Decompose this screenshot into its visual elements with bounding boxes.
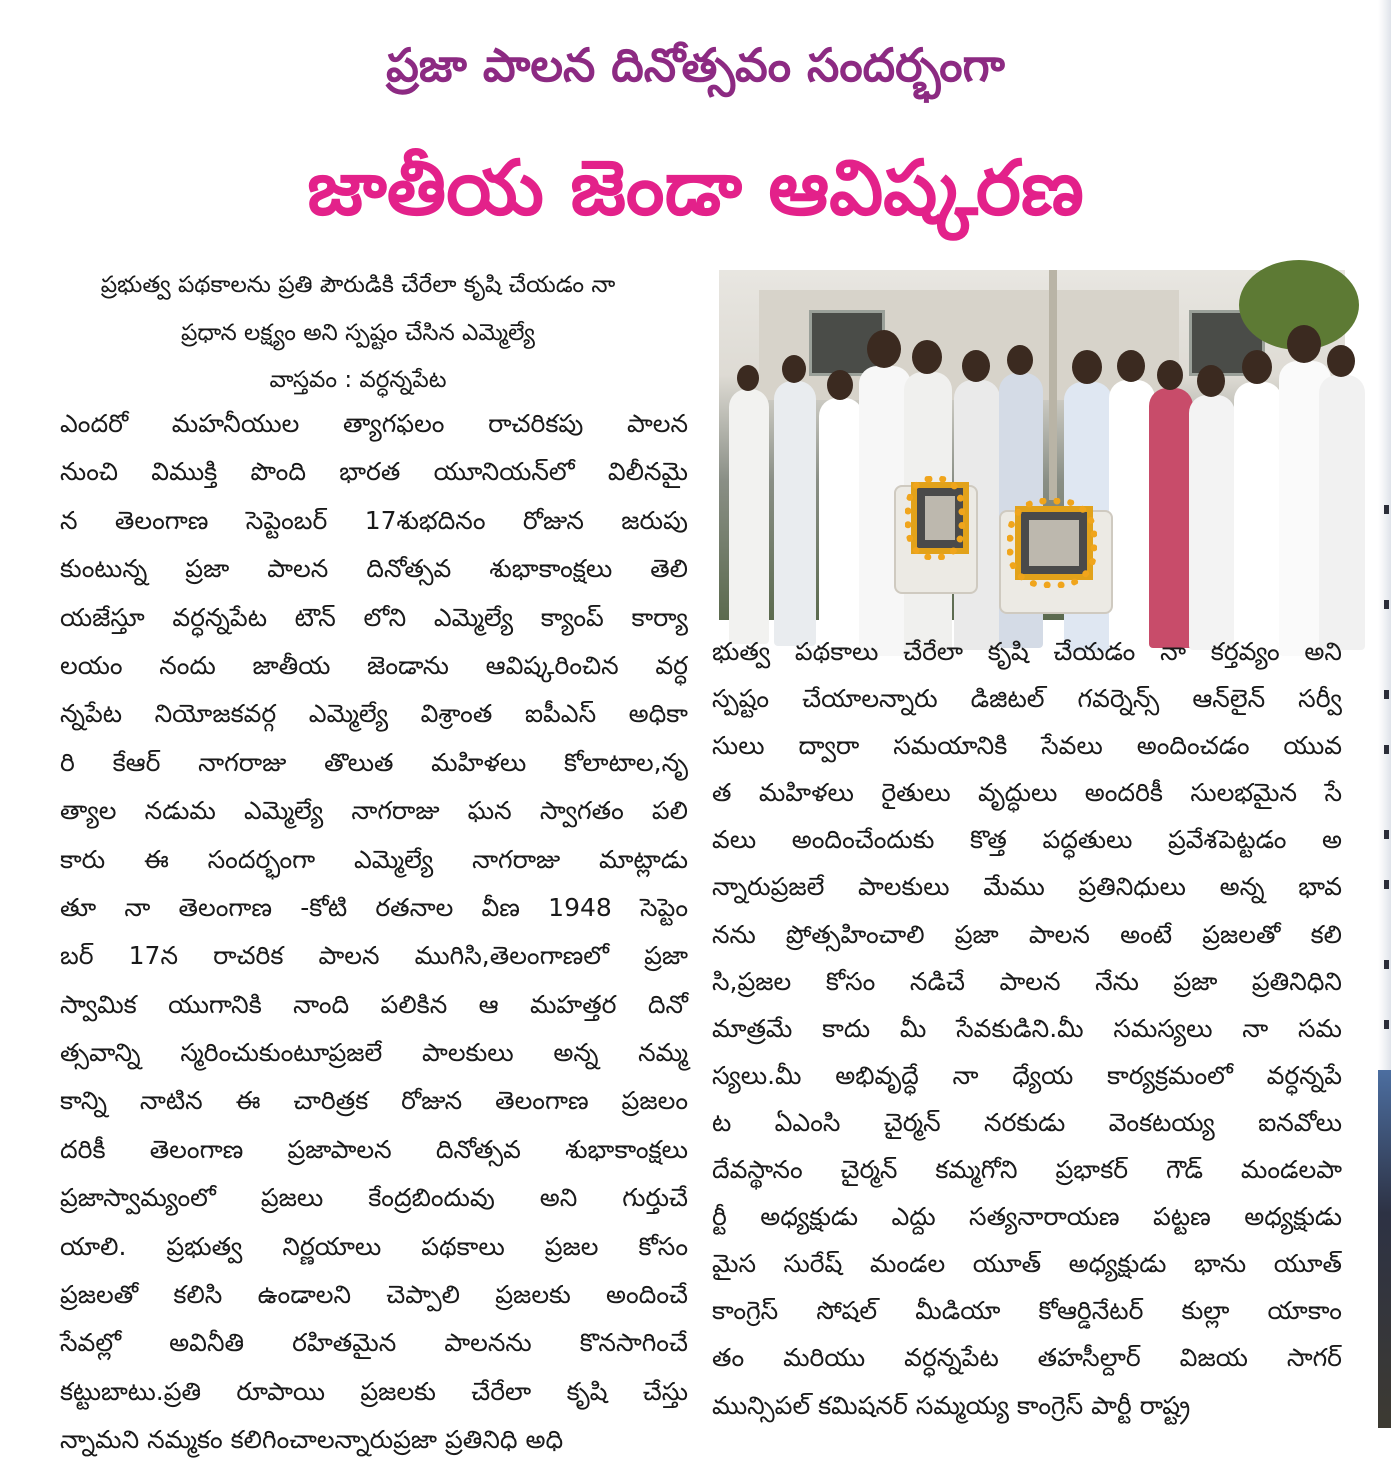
left-column-line: న్నామని నమ్మకం కలిగించాలన్నారుప్రజా ప్రతినిధి అధి	[60, 1425, 564, 1455]
left-column-line: కారు ఈ సందర్భంగా ఎమ్మెల్యే నాగరాజు మాట్లాడు	[60, 844, 688, 874]
left-column-line: కుంటున్న ప్రజా పాలన దినోత్సవ శుభాకాంక్షలు తెలి	[60, 554, 688, 584]
left-column-line: ప్రజలతో కలిసి ఉండాలని చెప్పాలి ప్రజలకు అందించే	[60, 1280, 688, 1310]
left-column-line: త్యాల నడుమ ఎమ్మెల్యే నాగరాజు ఘన స్వాగతం పలి	[60, 796, 688, 826]
right-column-line: సులు ద్వారా సమయానికి సేవలు అందించడం యువ	[712, 731, 1342, 761]
left-column-line: ప్రజాస్వామ్యంలో ప్రజలు కేంద్రబిందువు అని గుర్తుచే	[60, 1183, 688, 1213]
adjacent-page-text	[1384, 690, 1389, 699]
left-column-line: బర్ 17న రాచరిక పాలన ముగిసి,తెలంగాణలో ప్రజా	[60, 941, 688, 971]
right-column-line: భుత్వ పథకాలు చేరేలా కృషి చేయడం నా కర్తవ్యం అని	[712, 637, 1342, 666]
right-column-line: న్నారుప్రజలే పాలకులు మేము ప్రతినిధులు అన్న భావ	[712, 872, 1342, 902]
headline-title: జాతీయ జెండా ఆవిష్కరణ	[307, 143, 1084, 232]
right-column-line: తం మరియు వర్ధన్నపేట తహసీల్దార్ విజయ సాగర్	[712, 1343, 1342, 1373]
left-column-line: తూ నా తెలంగాణ -కోటి రతనాల వీణ 1948 సెప్టెం	[60, 892, 688, 922]
right-column-line: మైస సురేష్ మండల యూత్ అధ్యక్షుడు భాను యూత్	[712, 1249, 1342, 1279]
left-column-line: కాన్ని నాటిన ఈ చారిత్రక రోజున తెలంగాణ ప్రజలం	[60, 1086, 688, 1116]
right-column-line: కాంగ్రెస్ సోషల్ మీడియా కోఆర్డినేటర్ కుల్లా యాకాం	[712, 1296, 1342, 1326]
adjacent-page-text	[1384, 745, 1389, 754]
adjacent-page-text	[1384, 505, 1389, 514]
right-column-line: స్యలు.మీ అభివృద్ధే నా ధ్యేయ కార్యక్రమంలో వర్ధన్నపే	[712, 1060, 1342, 1090]
photo-flagpole	[1049, 270, 1057, 500]
marigold-garland	[1007, 498, 1097, 588]
left-column-line: సేవల్లో అవినీతి రహితమైన పాలనను కొనసాగించే	[60, 1328, 688, 1358]
news-photo	[719, 270, 1345, 620]
left-column-line: కట్టుబాటు.ప్రతి రూపాయి ప్రజలకు చేరేలా కృషి చేస్తు	[60, 1376, 688, 1406]
left-column-line: నుంచి విముక్తి పొంది భారత యూనియన్‌లో విలీనమై	[60, 457, 688, 487]
left-column-line: త్సవాన్ని స్మరించుకుంటూప్రజలే పాలకులు అన్న నమ్మ	[60, 1038, 688, 1068]
right-column-line: వలు అందించేందుకు కొత్త పద్ధతులు ప్రవేశపెట్టడం అ	[712, 825, 1342, 855]
marigold-garland	[905, 476, 965, 560]
dateline: వాస్తవం : వర్ధన్నపేట	[269, 367, 447, 393]
adjacent-page-text	[1384, 1020, 1389, 1029]
right-column-line: నను ప్రోత్సహించాలి ప్రజా పాలన అంటే ప్రజలతో కలి	[712, 919, 1342, 949]
left-column-line: లయం నందు జాతీయ జెండాను ఆవిష్కరించిన వర్ధ	[60, 650, 688, 680]
subheadline-line-1: ప్రభుత్వ పథకాలను ప్రతి పౌరుడికి చేరేలా కృషి చేయడం నా	[100, 272, 616, 298]
right-column-line: ట ఏఎంసి చైర్మన్ నరకుడు వెంకటయ్య ఐనవోలు	[712, 1107, 1342, 1137]
left-column-line: న తెలంగాణ సెప్టెంబర్ 17శుభదినం రోజున జరుపు	[60, 505, 688, 535]
adjacent-page-text	[1384, 830, 1389, 839]
left-column-line: యజేస్తూ వర్ధన్నపేట టౌన్ లోని ఎమ్మెల్యే క్యాంప్ కార్యా	[60, 602, 688, 632]
right-column-line: దేవస్థానం చైర్మన్ కమ్మగోని ప్రభాకర్ గౌడ్ మండలపా	[712, 1155, 1342, 1185]
left-column-line: యాలి. ప్రభుత్వ నిర్ణయాలు పథకాలు ప్రజల కోసం	[60, 1231, 688, 1261]
left-column-line: స్వామిక యుగానికి నాంది పలికిన ఆ మహత్తర దినో	[60, 989, 688, 1019]
left-column-line: ఎందరో మహనీయుల త్యాగఫలం రాచరికపు పాలన	[60, 409, 688, 438]
adjacent-page-text	[1384, 600, 1389, 609]
adjacent-page-text	[1384, 960, 1389, 969]
right-column-line: ర్టీ అధ్యక్షుడు ఎద్దు సత్యనారాయణ పట్టణ అధ్యక్షుడు	[712, 1202, 1342, 1232]
headline-kicker: ప్రజా పాలన దినోత్సవం సందర్భంగా	[386, 38, 1005, 92]
right-column-line: మున్సిపల్ కమిషనర్ సమ్మయ్య కాంగ్రెస్ పార్టీ రాష్ట్ర	[712, 1390, 1191, 1420]
left-column-line: రి కేఆర్ నాగరాజు తొలుత మహిళలు కోలాటాల,నృ	[60, 747, 688, 777]
right-column-line: మాత్రమే కాదు మీ సేవకుడిని.మీ సమస్యలు నా సమ	[712, 1013, 1342, 1043]
right-column-line: స్పష్టం చేయాలన్నారు డిజిటల్ గవర్నెన్స్ ఆన్‌లైన్ సర్వీ	[712, 684, 1342, 714]
left-column-line: న్నపేట నియోజకవర్గ ఎమ్మెల్యే విశ్రాంత ఐపీఎస్ అధికా	[60, 699, 688, 729]
adjacent-page-text	[1384, 880, 1389, 889]
adjacent-page-photo	[1378, 1070, 1391, 1428]
article-right-column	[712, 628, 1342, 1428]
right-column-line: త మహిళలు రైతులు వృద్ధులు అందరికీ సులభమైన సే	[712, 778, 1342, 808]
subheadline-line-2: ప్రధాన లక్ష్యం అని స్పష్టం చేసిన ఎమ్మెల్యే	[181, 320, 535, 346]
left-column-line: దరికీ తెలంగాణ ప్రజాపాలన దినోత్సవ శుభాకాంక్షలు	[60, 1134, 688, 1164]
right-column-line: సి,ప్రజల కోసం నడిచే పాలన నేను ప్రజా ప్రతినిధిని	[712, 966, 1342, 996]
article-left-column	[60, 400, 688, 1455]
